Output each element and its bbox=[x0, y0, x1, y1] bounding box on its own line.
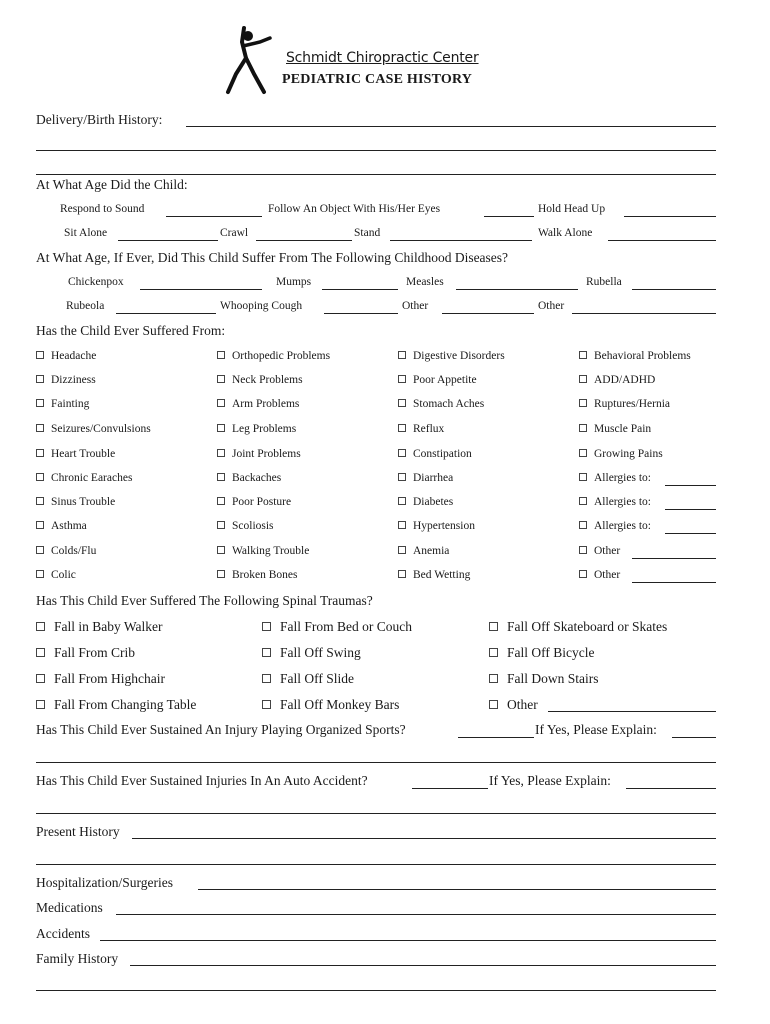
checkbox-label: Broken Bones bbox=[232, 569, 298, 581]
checkbox-item[interactable] bbox=[398, 350, 505, 362]
checkbox-label: Hypertension bbox=[413, 520, 475, 532]
checkbox[interactable] bbox=[489, 700, 498, 709]
checkbox-label: Joint Problems bbox=[232, 448, 301, 460]
checkbox[interactable] bbox=[36, 622, 45, 631]
crawl-field[interactable] bbox=[256, 240, 352, 241]
checkbox-label: Digestive Disorders bbox=[413, 350, 505, 362]
delivery-field[interactable] bbox=[186, 126, 716, 127]
accidents-label: Accidents bbox=[36, 926, 90, 941]
trauma-item[interactable] bbox=[36, 619, 163, 635]
checkbox[interactable] bbox=[262, 622, 271, 631]
hold-field[interactable] bbox=[624, 216, 716, 217]
other-condition-field-1[interactable] bbox=[632, 558, 716, 559]
other-condition-field-2[interactable] bbox=[632, 582, 716, 583]
stand-field[interactable] bbox=[390, 240, 532, 241]
crawl-label: Crawl bbox=[220, 227, 249, 239]
measles-field[interactable] bbox=[456, 289, 578, 290]
checkbox-item[interactable] bbox=[579, 545, 620, 557]
trauma-label: Fall in Baby Walker bbox=[54, 619, 163, 634]
checkbox[interactable] bbox=[36, 473, 44, 481]
checkbox-label: Ruptures/Hernia bbox=[594, 398, 671, 410]
checkbox[interactable] bbox=[217, 424, 225, 432]
family-history-field[interactable] bbox=[130, 965, 716, 966]
checkbox[interactable] bbox=[579, 473, 587, 481]
checkbox-label: Bed Wetting bbox=[413, 569, 471, 581]
checkbox-item[interactable] bbox=[398, 398, 484, 410]
checkbox-label: Poor Appetite bbox=[413, 374, 477, 386]
trauma-label: Other bbox=[507, 697, 538, 712]
rubella-label: Rubella bbox=[586, 276, 622, 288]
whooping-label: Whooping Cough bbox=[220, 300, 303, 312]
checkbox-label: Backaches bbox=[232, 472, 282, 484]
sports-explain-field-line-2[interactable] bbox=[36, 762, 716, 763]
checkbox[interactable] bbox=[398, 497, 406, 505]
checkbox-label: Muscle Pain bbox=[594, 423, 652, 435]
trauma-label: Fall Off Monkey Bars bbox=[280, 697, 400, 712]
age-heading: At What Age Did the Child: bbox=[36, 177, 188, 192]
present-history-field-line-2[interactable] bbox=[36, 864, 716, 865]
trauma-item[interactable] bbox=[36, 671, 165, 687]
checkbox-label: Sinus Trouble bbox=[51, 496, 116, 508]
checkbox-label: Scoliosis bbox=[232, 520, 274, 532]
checkbox-label: Stomach Aches bbox=[413, 398, 485, 410]
checkbox-label: Reflux bbox=[413, 423, 445, 435]
checkbox[interactable] bbox=[36, 424, 44, 432]
checkbox-item[interactable] bbox=[398, 472, 453, 484]
delivery-label: Delivery/Birth History: bbox=[36, 112, 163, 127]
trauma-label: Fall Off Bicycle bbox=[507, 645, 595, 660]
checkbox-item[interactable] bbox=[217, 545, 309, 557]
trauma-item[interactable] bbox=[262, 697, 399, 713]
checkbox-item[interactable] bbox=[217, 472, 281, 484]
allergies-field-2[interactable] bbox=[665, 509, 716, 510]
trauma-item[interactable] bbox=[489, 671, 599, 687]
trauma-item[interactable] bbox=[262, 619, 412, 635]
checkbox-label: Dizziness bbox=[51, 374, 96, 386]
checkbox-item[interactable] bbox=[398, 496, 453, 508]
checkbox[interactable] bbox=[579, 449, 587, 457]
checkbox-label: Allergies to: bbox=[594, 520, 651, 532]
checkbox[interactable] bbox=[398, 546, 406, 554]
checkbox[interactable] bbox=[217, 473, 225, 481]
checkbox-item[interactable] bbox=[398, 569, 470, 581]
checkbox[interactable] bbox=[398, 375, 406, 383]
suffered-heading: Has the Child Ever Suffered From: bbox=[36, 323, 226, 338]
checkbox-item[interactable] bbox=[36, 448, 115, 460]
checkbox[interactable] bbox=[36, 351, 44, 359]
trauma-item[interactable] bbox=[489, 645, 594, 661]
sports-answer-field[interactable] bbox=[458, 737, 534, 738]
checkbox-label: Walking Trouble bbox=[232, 545, 310, 557]
mumps-label: Mumps bbox=[276, 276, 312, 288]
other-disease-label-1: Other bbox=[402, 300, 429, 312]
checkbox-item[interactable] bbox=[36, 569, 76, 581]
rubeola-field[interactable] bbox=[116, 313, 216, 314]
checkbox-item[interactable] bbox=[579, 350, 691, 362]
checkbox-item[interactable] bbox=[217, 350, 330, 362]
checkbox-item[interactable] bbox=[579, 496, 651, 508]
checkbox-label: ADD/ADHD bbox=[594, 374, 656, 386]
delivery-field-line-3[interactable] bbox=[36, 174, 716, 175]
checkbox-item[interactable] bbox=[36, 520, 87, 532]
rubeola-label: Rubeola bbox=[66, 300, 105, 312]
logo bbox=[222, 24, 274, 96]
checkbox-label: Poor Posture bbox=[232, 496, 292, 508]
checkbox[interactable] bbox=[398, 570, 406, 578]
diseases-heading: At What Age, If Ever, Did This Child Suffer From The Following Childhood Diseases? bbox=[36, 250, 509, 265]
checkbox[interactable] bbox=[398, 521, 406, 529]
checkbox-item[interactable] bbox=[36, 398, 89, 410]
checkbox[interactable] bbox=[217, 497, 225, 505]
checkbox-label: Allergies to: bbox=[594, 472, 651, 484]
checkbox-label: Colic bbox=[51, 569, 76, 581]
checkbox-item[interactable] bbox=[217, 496, 291, 508]
trauma-item[interactable] bbox=[36, 697, 196, 713]
chickenpox-label: Chickenpox bbox=[68, 276, 124, 288]
checkbox[interactable] bbox=[36, 648, 45, 657]
checkbox[interactable] bbox=[217, 570, 225, 578]
checkbox[interactable] bbox=[579, 351, 587, 359]
checkbox-item[interactable] bbox=[217, 448, 301, 460]
trauma-label: Fall Off Slide bbox=[280, 671, 354, 686]
checkbox[interactable] bbox=[398, 424, 406, 432]
checkbox-label: Leg Problems bbox=[232, 423, 297, 435]
checkbox-item[interactable] bbox=[398, 520, 475, 532]
checkbox[interactable] bbox=[398, 399, 406, 407]
chickenpox-field[interactable] bbox=[140, 289, 262, 290]
checkbox-label: Diabetes bbox=[413, 496, 454, 508]
medications-label: Medications bbox=[36, 900, 103, 915]
family-history-field-line-2[interactable] bbox=[36, 990, 716, 991]
checkbox[interactable] bbox=[36, 700, 45, 709]
checkbox[interactable] bbox=[217, 375, 225, 383]
sit-label: Sit Alone bbox=[64, 227, 108, 239]
checkbox-label: Anemia bbox=[413, 545, 450, 557]
checkbox-item[interactable] bbox=[36, 374, 96, 386]
stand-label: Stand bbox=[354, 227, 381, 239]
checkbox-item[interactable] bbox=[579, 398, 670, 410]
auto-answer-field[interactable] bbox=[412, 788, 488, 789]
trauma-label: Fall From Crib bbox=[54, 645, 136, 660]
other-disease-label-2: Other bbox=[538, 300, 565, 312]
checkbox[interactable] bbox=[36, 375, 44, 383]
checkbox-item[interactable] bbox=[579, 472, 651, 484]
other-disease-field-1[interactable] bbox=[442, 313, 534, 314]
stick-figure-logo-icon bbox=[222, 24, 274, 96]
checkbox[interactable] bbox=[489, 648, 498, 657]
hospitalization-label: Hospitalization/Surgeries bbox=[36, 875, 173, 890]
mumps-field[interactable] bbox=[322, 289, 398, 290]
checkbox[interactable] bbox=[217, 449, 225, 457]
checkbox-item[interactable] bbox=[217, 398, 299, 410]
checkbox-item[interactable] bbox=[398, 374, 477, 386]
trauma-label: Fall Off Skateboard or Skates bbox=[507, 619, 668, 634]
auto-explain-label: If Yes, Please Explain: bbox=[489, 773, 611, 788]
auto-explain-field-line-2[interactable] bbox=[36, 813, 716, 814]
checkbox-item[interactable] bbox=[579, 520, 651, 532]
other-trauma-field[interactable] bbox=[548, 711, 716, 712]
checkbox[interactable] bbox=[489, 674, 498, 683]
sports-question: Has This Child Ever Sustained An Injury Playing Organized Sports? bbox=[36, 722, 406, 737]
whooping-field[interactable] bbox=[324, 313, 398, 314]
walk-field[interactable] bbox=[608, 240, 716, 241]
checkbox-label: Asthma bbox=[51, 520, 87, 532]
checkbox[interactable] bbox=[579, 546, 587, 554]
checkbox[interactable] bbox=[398, 473, 406, 481]
accidents-field[interactable] bbox=[100, 940, 716, 941]
checkbox[interactable] bbox=[36, 521, 44, 529]
checkbox[interactable] bbox=[36, 674, 45, 683]
checkbox-item[interactable] bbox=[36, 423, 151, 435]
medications-field[interactable] bbox=[116, 914, 716, 915]
checkbox-item[interactable] bbox=[36, 472, 132, 484]
checkbox-item[interactable] bbox=[579, 374, 655, 386]
clinic-name: Schmidt Chiropractic Center bbox=[286, 50, 479, 66]
checkbox-item[interactable] bbox=[217, 374, 303, 386]
checkbox-label: Heart Trouble bbox=[51, 448, 116, 460]
checkbox[interactable] bbox=[262, 648, 271, 657]
checkbox[interactable] bbox=[217, 521, 225, 529]
checkbox[interactable] bbox=[398, 449, 406, 457]
checkbox-label: Constipation bbox=[413, 448, 472, 460]
respond-label: Respond to Sound bbox=[60, 203, 145, 215]
delivery-field-line-2[interactable] bbox=[36, 150, 716, 151]
checkbox[interactable] bbox=[489, 622, 498, 631]
checkbox-item[interactable] bbox=[579, 569, 620, 581]
hold-label: Hold Head Up bbox=[538, 203, 606, 215]
checkbox-item[interactable] bbox=[579, 423, 651, 435]
checkbox[interactable] bbox=[579, 570, 587, 578]
checkbox[interactable] bbox=[217, 351, 225, 359]
checkbox[interactable] bbox=[579, 521, 587, 529]
checkbox[interactable] bbox=[579, 497, 587, 505]
checkbox-label: Allergies to: bbox=[594, 496, 651, 508]
trauma-item[interactable] bbox=[262, 671, 354, 687]
checkbox[interactable] bbox=[217, 546, 225, 554]
traumas-heading: Has This Child Ever Suffered The Following Spinal Traumas? bbox=[36, 593, 373, 608]
trauma-label: Fall Off Swing bbox=[280, 645, 361, 660]
trauma-label: Fall From Highchair bbox=[54, 671, 165, 686]
trauma-item[interactable] bbox=[489, 619, 667, 635]
trauma-item[interactable] bbox=[36, 645, 135, 661]
rubella-field[interactable] bbox=[632, 289, 716, 290]
trauma-item[interactable] bbox=[489, 697, 538, 713]
checkbox[interactable] bbox=[36, 546, 44, 554]
sports-explain-field[interactable] bbox=[672, 737, 716, 738]
checkbox[interactable] bbox=[579, 399, 587, 407]
checkbox-label: Fainting bbox=[51, 398, 90, 410]
follow-field[interactable] bbox=[484, 216, 534, 217]
family-history-label: Family History bbox=[36, 951, 119, 966]
checkbox-item[interactable] bbox=[217, 423, 296, 435]
present-history-field[interactable] bbox=[132, 838, 716, 839]
checkbox[interactable] bbox=[36, 449, 44, 457]
other-disease-field-2[interactable] bbox=[572, 313, 716, 314]
page-title: PEDIATRIC CASE HISTORY bbox=[282, 72, 473, 87]
checkbox[interactable] bbox=[36, 570, 44, 578]
checkbox[interactable] bbox=[262, 700, 271, 709]
trauma-label: Fall Down Stairs bbox=[507, 671, 599, 686]
checkbox-item[interactable] bbox=[579, 448, 663, 460]
checkbox[interactable] bbox=[579, 424, 587, 432]
checkbox-label: Growing Pains bbox=[594, 448, 663, 460]
checkbox-label: Chronic Earaches bbox=[51, 472, 133, 484]
trauma-item[interactable] bbox=[262, 645, 361, 661]
allergies-field-1[interactable] bbox=[665, 485, 716, 486]
checkbox[interactable] bbox=[398, 351, 406, 359]
trauma-label: Fall From Changing Table bbox=[54, 697, 197, 712]
checkbox-label: Other bbox=[594, 545, 621, 557]
checkbox-label: Behavioral Problems bbox=[594, 350, 691, 362]
follow-label: Follow An Object With His/Her Eyes bbox=[268, 203, 441, 215]
hospitalization-field[interactable] bbox=[198, 889, 716, 890]
checkbox-label: Diarrhea bbox=[413, 472, 454, 484]
checkbox-item[interactable] bbox=[398, 448, 472, 460]
respond-field[interactable] bbox=[166, 216, 262, 217]
checkbox-label: Seizures/Convulsions bbox=[51, 423, 151, 435]
checkbox-item[interactable] bbox=[36, 350, 96, 362]
checkbox[interactable] bbox=[36, 399, 44, 407]
measles-label: Measles bbox=[406, 276, 444, 288]
checkbox-label: Headache bbox=[51, 350, 97, 362]
walk-label: Walk Alone bbox=[538, 227, 593, 239]
trauma-label: Fall From Bed or Couch bbox=[280, 619, 412, 634]
checkbox[interactable] bbox=[217, 399, 225, 407]
checkbox-item[interactable] bbox=[217, 569, 297, 581]
checkbox-item[interactable] bbox=[36, 545, 96, 557]
allergies-field-3[interactable] bbox=[665, 533, 716, 534]
checkbox-item[interactable] bbox=[36, 496, 115, 508]
checkbox-label: Orthopedic Problems bbox=[232, 350, 331, 362]
checkbox-item[interactable] bbox=[398, 545, 449, 557]
checkbox-item[interactable] bbox=[217, 520, 274, 532]
checkbox-label: Arm Problems bbox=[232, 398, 300, 410]
auto-question: Has This Child Ever Sustained Injuries In An Auto Accident? bbox=[36, 773, 368, 788]
checkbox-label: Colds/Flu bbox=[51, 545, 97, 557]
auto-explain-field[interactable] bbox=[626, 788, 716, 789]
sit-field[interactable] bbox=[118, 240, 218, 241]
checkbox-label: Neck Problems bbox=[232, 374, 303, 386]
checkbox[interactable] bbox=[36, 497, 44, 505]
checkbox[interactable] bbox=[262, 674, 271, 683]
present-history-label: Present History bbox=[36, 824, 120, 839]
checkbox[interactable] bbox=[579, 375, 587, 383]
sports-explain-label: If Yes, Please Explain: bbox=[535, 722, 657, 737]
checkbox-label: Other bbox=[594, 569, 621, 581]
checkbox-item[interactable] bbox=[398, 423, 444, 435]
